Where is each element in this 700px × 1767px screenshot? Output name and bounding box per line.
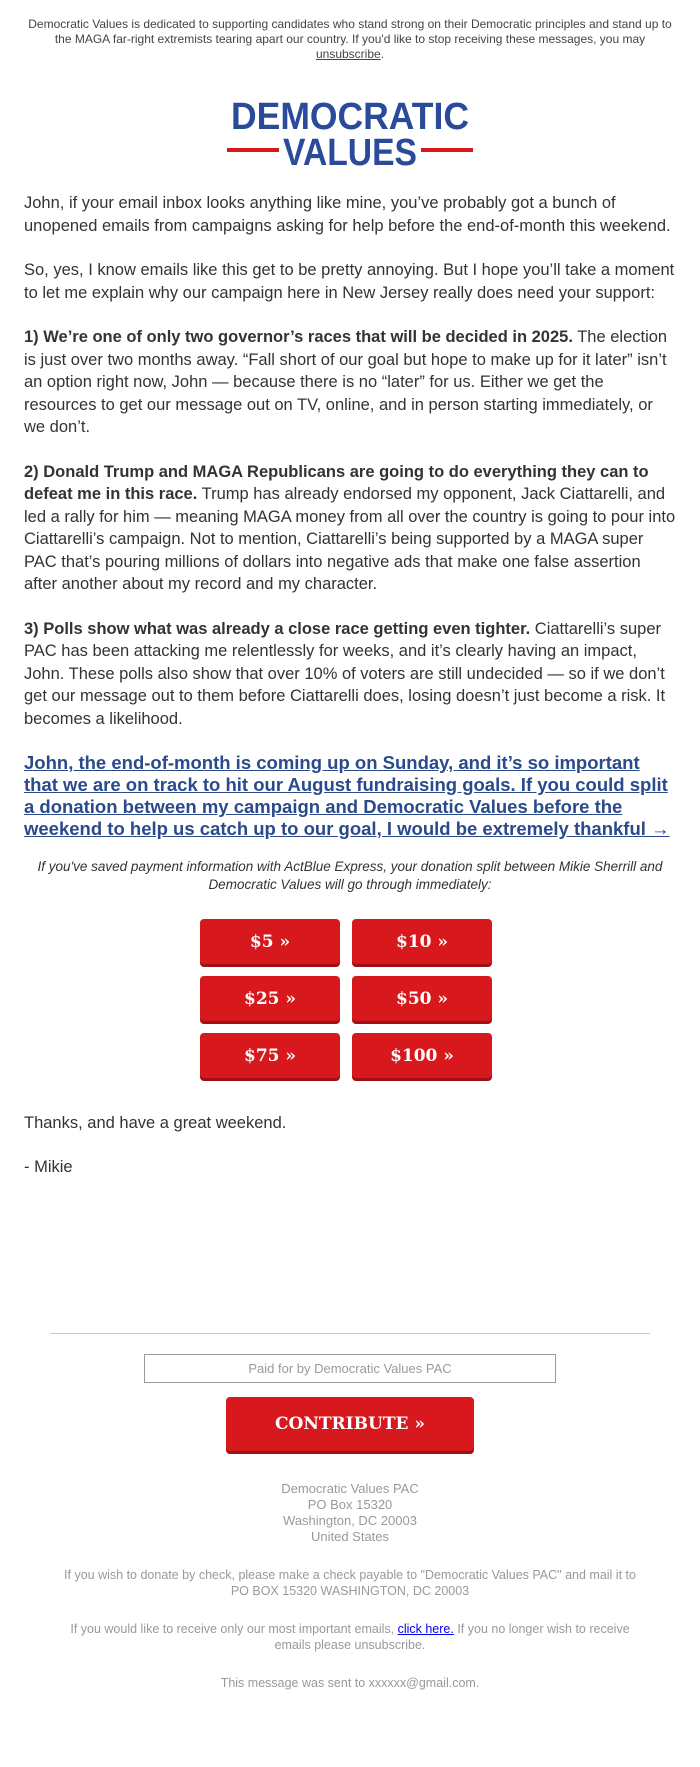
- address-line: United States: [310, 1529, 390, 1544]
- preferences-text: If you would like to receive only our most important emails,: [70, 1622, 398, 1636]
- unsubscribe-text: If you no longer wish to receive emails please unsubscribe.: [274, 1622, 630, 1652]
- email-container: [12, 0, 688, 1691]
- paid-for-disclaimer: Paid for by Democratic Values PAC: [144, 1354, 556, 1383]
- logo-line1: DEMOCRATIC: [231, 96, 469, 138]
- paragraph-intro: John, if your email inbox looks anything like mine, you’ve probably got a bunch of unopened emails from campaigns asking for help before the end-of-month this weekend.: [24, 194, 671, 235]
- preheader-end: .: [380, 47, 385, 61]
- donate-button-grid: [200, 919, 500, 1078]
- sent-to-note: This message was sent to xxxxxx@gmail.com.: [220, 1676, 480, 1690]
- address-line: PO Box 15320: [307, 1497, 393, 1512]
- signoff: [12, 1112, 688, 1178]
- mailing-address: [12, 1481, 688, 1545]
- preferences-link[interactable]: click here.: [397, 1622, 454, 1636]
- point-2-heading: 2) Donald Trump and MAGA Republicans are going to do everything they can to defeat me in this race.: [24, 462, 649, 503]
- donate-5-button[interactable]: $5 »: [200, 919, 340, 964]
- preheader: [12, 17, 688, 62]
- paragraph-point-3: [24, 618, 676, 731]
- actblue-note: If you've saved payment information with ActBlue Express, your donation split between Mikie Sherrill and Democratic Values will go through immediately:: [37, 859, 663, 892]
- donate-50-button[interactable]: $50 »: [352, 976, 492, 1021]
- preheader-text: Democratic Values is dedicated to supporting candidates who stand strong on their Democratic principles and stand up to the MAGA far-right extremists tearing apart our country. If you'd like to stop receiving these messages, you may: [28, 17, 672, 46]
- contribute-button[interactable]: CONTRIBUTE »: [226, 1397, 474, 1451]
- signoff-name: - Mikie: [24, 1158, 73, 1176]
- address-line: Washington, DC 20003: [283, 1513, 417, 1528]
- donate-75-button[interactable]: $75 »: [200, 1033, 340, 1078]
- signoff-thanks: Thanks, and have a great weekend.: [24, 1114, 287, 1132]
- unsubscribe-link[interactable]: unsubscribe: [315, 47, 381, 61]
- logo-right-stripe: [421, 148, 473, 152]
- paragraph-annoying: So, yes, I know emails like this get to be pretty annoying. But I hope you’ll take a moment to let me explain why our campaign here in New Jersey really does need your support:: [24, 261, 675, 302]
- email-body: [12, 192, 688, 840]
- democratic-values-logo: [225, 92, 475, 172]
- paragraph-point-2: [24, 461, 676, 596]
- paragraph-point-1: [24, 326, 676, 439]
- point-3-text: Ciattarelli’s super PAC has been attacking me relentlessly for weeks, and it’s clearly having an impact, John. These polls also show that over 10% of voters are still undecided — so if we don’t get our message out to them before Ciattarelli does, losing doesn’t just become a risk. It becomes a likelihood.: [24, 619, 666, 728]
- point-2-text: Trump has already endorsed my opponent, Jack Ciattarelli, and led a rally for him — meaning MAGA money from all over the country is going to pour into Ciattarelli’s campaign. Not to mention, Ciattarelli’s being supported by a MAGA super PAC that’s pouring millions of dollars into negative ads that make one false assertion after another about my record and my character.: [24, 485, 676, 593]
- address-line: Democratic Values PAC: [281, 1481, 419, 1496]
- footer: [12, 1333, 688, 1691]
- donate-10-button[interactable]: $10 »: [352, 919, 492, 964]
- logo-left-stripe: [227, 148, 279, 152]
- check-donation-note: If you wish to donate by check, please make a check payable to "Democratic Values PAC" and mail it to PO BOX 15320 WASHINGTON, DC 20003: [64, 1568, 636, 1598]
- footer-divider: [50, 1333, 650, 1334]
- point-3-heading: 3) Polls show what was already a close race getting even tighter.: [24, 619, 531, 638]
- donate-25-button[interactable]: $25 »: [200, 976, 340, 1021]
- logo-line2: VALUES: [283, 132, 417, 172]
- donation-cta-link[interactable]: John, the end-of-month is coming up on Sunday, and it’s so important that we are on track to hit our August fundraising goals. If you could split a donation between my campaign and Democratic Values before the weekend to help us catch up to our goal, I would be extremely thankful →: [24, 752, 670, 839]
- point-1-text: The election is just over two months away. “Fall short of our goal but hope to make up for it later” isn’t an option right now, John — because there is no “later” for us. Either we get the resources to get our message out on TV, online, and in person starting immediately, or we don’t.: [24, 328, 668, 436]
- email-preferences-note: [60, 1621, 640, 1653]
- point-1-heading: 1) We’re one of only two governor’s races that will be decided in 2025.: [24, 328, 573, 346]
- donate-100-button[interactable]: $100 »: [352, 1033, 492, 1078]
